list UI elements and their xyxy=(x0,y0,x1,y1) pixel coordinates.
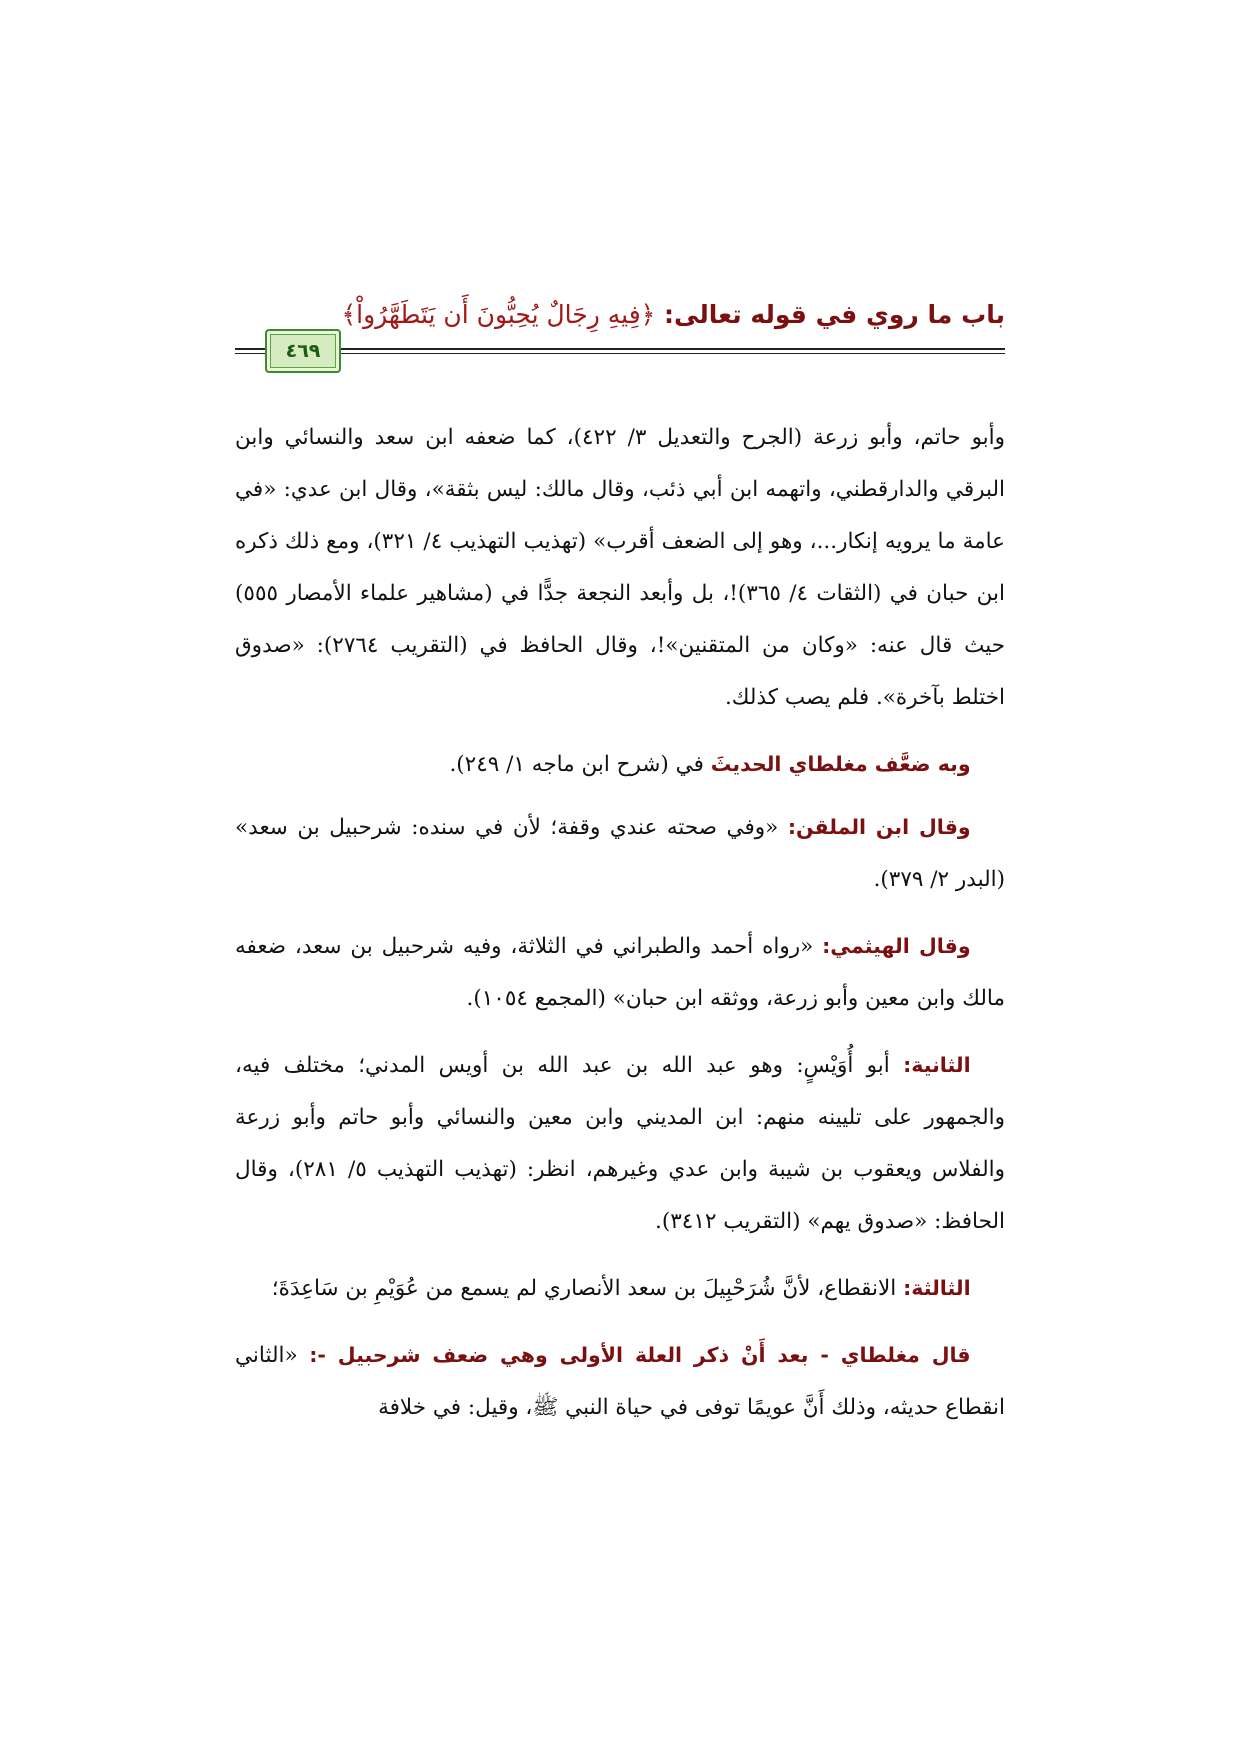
paragraph-text: أبو أُوَيْسٍ: وهو عبد الله بن عبد الله بن أويس المدني؛ مختلف فيه، والجمهور على تليينه منهم: ابن المديني وابن معين والنسائي وأبو حاتم وأبو زرعة والفلاس ويعقوب بن شيبة وابن عدي وغيرهم، انظر: (تهذيب التهذيب ٥/ ٢٨١)، وقال الحافظ: «صدوق يهم» (التقريب ٣٤١٢). xyxy=(235,1053,1006,1234)
paragraph xyxy=(235,412,1005,724)
paragraph-text: وأبو حاتم، وأبو زرعة (الجرح والتعديل ٣/ ٤٢٢)، كما ضعفه ابن سعد والنسائي وابن البرقي والدارقطني، واتهمه ابن أبي ذئب، وقال مالك: ليس بثقة»، وقال ابن عدي: «في عامة ما يرويه إنكار...، وهو إلى الضعف أقرب» (تهذيب التهذيب ٤/ ٣٢١)، ومع ذلك ذكره ابن حبان في (الثقات ٤/ ٣٦٥)!، بل وأبعد النجعة جدًّا في (مشاهير علماء الأمصار ٥٥٥) حيث قال عنه: «وكان من المتقنين»!، وقال الحافظ في (التقريب ٢٧٦٤): «صدوق اختلط بآخرة». فلم يصب كذلك. xyxy=(235,425,1006,710)
paragraph-label: قال مغلطاي - بعد أَنْ ذكر العلة الأولى وهي ضعف شرحبيل -: xyxy=(309,1343,971,1367)
chapter-title xyxy=(341,300,1005,329)
paragraph xyxy=(235,1039,1005,1248)
paragraph xyxy=(235,1262,1005,1315)
paragraph-label: وقال ابن الملقن: xyxy=(787,815,971,839)
paragraph-label: وقال الهيثمي: xyxy=(822,934,971,958)
paragraph-label: الثانية: xyxy=(903,1053,971,1077)
page-number: ٤٦٩ xyxy=(285,340,321,362)
paragraph xyxy=(235,801,1005,906)
paragraph-label: الثالثة: xyxy=(903,1276,971,1300)
paragraph-text: «الثاني انقطاع حديثه، وذلك أَنَّ عويمًا توفى في حياة النبي ﷺ، وقيل: في خلافة xyxy=(235,1343,1005,1420)
page-number-badge xyxy=(265,329,341,373)
chapter-title-lead: باب ما روي في قوله تعالى: xyxy=(664,300,1005,329)
paragraph xyxy=(235,920,1005,1025)
paragraph xyxy=(235,1329,1005,1434)
quran-verse: ﴿فِيهِ رِجَالٌ يُحِبُّونَ أَن يَتَطَهَّرُواْ﴾ xyxy=(341,300,656,329)
page-header xyxy=(235,278,1005,388)
page-body xyxy=(235,412,1005,1448)
paragraph xyxy=(235,738,1005,791)
paragraph-text: الانقطاع، لأنَّ شُرَحْبِيلَ بن سعد الأنصاري لم يسمع من عُوَيْمِ بن سَاعِدَةَ؛ xyxy=(271,1276,904,1301)
header-rule xyxy=(340,348,1005,350)
paragraph-text: «رواه أحمد والطبراني في الثلاثة، وفيه شرحبيل بن سعد، ضعفه مالك وابن معين وأبو زرعة، ووثقه ابن حبان» (المجمع ١٠٥٤). xyxy=(235,934,1005,1011)
header-rule xyxy=(340,353,1005,354)
paragraph-text: «وفي صحته عندي وقفة؛ لأن في سنده: شرحبيل بن سعد» (البدر ٢/ ٣٧٩). xyxy=(235,815,1005,892)
paragraph-text: في (شرح ابن ماجه ١/ ٢٤٩). xyxy=(449,752,711,777)
paragraph-label: وبه ضعَّف مغلطاي الحديثَ xyxy=(710,752,971,776)
header-rule xyxy=(235,353,265,354)
header-rule xyxy=(235,348,265,350)
